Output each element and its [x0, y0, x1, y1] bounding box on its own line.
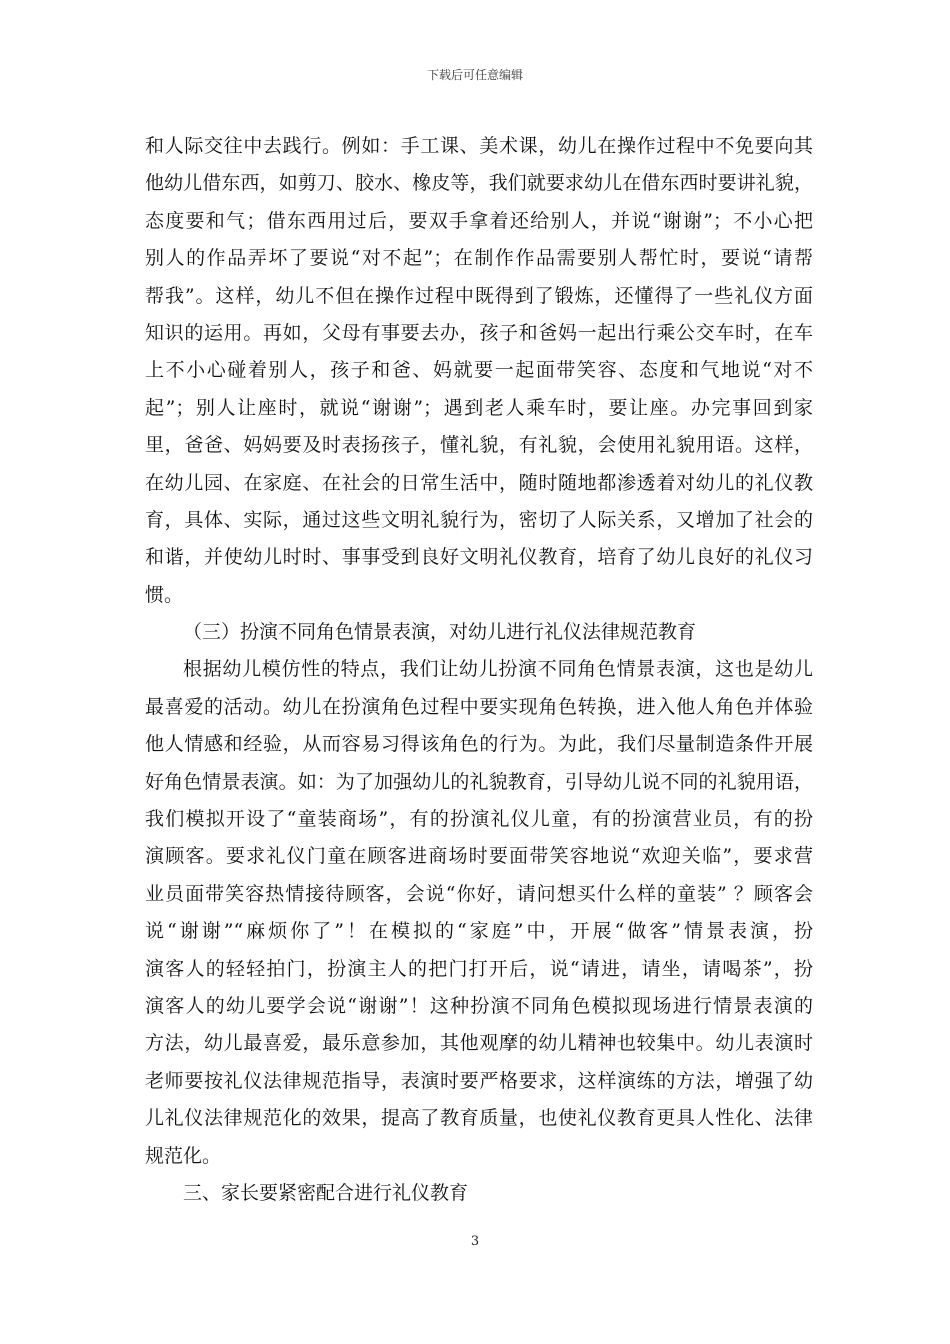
paragraph-line: 他幼儿借东西，如剪刀、胶水、橡皮等，我们就要求幼儿在借东西时要讲礼貌， — [145, 172, 813, 195]
paragraph-line: 最喜爱的活动。幼儿在扮演角色过程中要实现角色转换，进入他人角色并体验 — [145, 695, 813, 718]
paragraph-line: 帮我”。这样，幼儿不但在操作过程中既得到了锻炼，还懂得了一些礼仪方面 — [145, 284, 813, 307]
paragraph-line: 别人的作品弄坏了要说“对不起”；在制作作品需要别人帮忙时，要说“请帮 — [145, 247, 813, 270]
section-heading: 三、家长要紧密配合进行礼仪教育 — [183, 1181, 469, 1204]
paragraph-line: 知识的运用。再如，父母有事要去办，孩子和爸妈一起出行乘公交车时，在车 — [145, 321, 813, 344]
page-number: 3 — [470, 1234, 480, 1249]
paragraph-line: 里，爸爸、妈妈要及时表扬孩子，懂礼貌，有礼貌，会使用礼貌用语。这样， — [145, 434, 813, 457]
paragraph-line: 好角色情景表演。如：为了加强幼儿的礼貌教育，引导幼儿说不同的礼貌用语， — [145, 770, 813, 793]
paragraph-line: 儿礼仪法律规范化的效果，提高了教育质量，也使礼仪教育更具人性化、法律 — [145, 1107, 813, 1130]
page-header: 下载后可任意编辑 — [426, 68, 523, 82]
paragraph-line: 演客人的轻轻拍门，扮演主人的把门打开后，说“请进，请坐，请喝茶”，扮 — [145, 957, 813, 980]
paragraph-line: 在幼儿园、在家庭、在社会的日常生活中，随时随地都渗透着对幼儿的礼仪教 — [145, 471, 813, 494]
paragraph-line: 他人情感和经验，从而容易习得该角色的行为。为此，我们尽量制造条件开展 — [145, 733, 813, 756]
paragraph-line: 方法，幼儿最喜爱，最乐意参加，其他观摩的幼儿精神也较集中。幼儿表演时 — [145, 1032, 813, 1055]
paragraph-line: 态度要和气；借东西用过后，要双手拿着还给别人，并说“谢谢”；不小心把 — [145, 209, 813, 232]
paragraph-line: 老师要按礼仪法律规范指导，表演时要严格要求，这样演练的方法，增强了幼 — [145, 1069, 813, 1092]
paragraph-line: 和谐，并使幼儿时时、事事受到良好文明礼仪教育，培育了幼儿良好的礼仪习 — [145, 546, 813, 569]
document-body — [145, 128, 813, 1212]
paragraph-line: 上不小心碰着别人，孩子和爸、妈就要一起面带笑容、态度和气地说“对不 — [145, 359, 813, 382]
paragraph-line: 演客人的幼儿要学会说“谢谢”！这种扮演不同角色模拟现场进行情景表演的 — [145, 994, 813, 1017]
paragraph-line: 惯。 — [145, 583, 184, 606]
paragraph-line: 业员面带笑容热情接待顾客，会说“你好，请问想买什么样的童装” ？顾客会 — [145, 882, 813, 905]
paragraph-line: 我们模拟开设了“童装商场”，有的扮演礼仪儿童，有的扮演营业员，有的扮 — [145, 808, 813, 831]
paragraph-line: 和人际交往中去践行。例如：手工课、美术课，幼儿在操作过程中不免要向其 — [145, 135, 813, 157]
paragraph-line: 起”；别人让座时，就说“谢谢”；遇到老人乘车时，要让座。办完事回到家 — [145, 396, 813, 419]
paragraph-line: 根据幼儿模仿性的特点，我们让幼儿扮演不同角色情景表演，这也是幼儿 — [183, 658, 813, 681]
paragraph-line: 说“谢谢”“麻烦你了”！在模拟的“家庭”中，开展“做客”情景表演，扮 — [145, 920, 813, 943]
section-heading: （三）扮演不同角色情景表演，对幼儿进行礼仪法律规范教育 — [183, 621, 697, 644]
paragraph-line: 演顾客。要求礼仪门童在顾客进商场时要面带笑容地说“欢迎关临”，要求营 — [145, 845, 813, 868]
paragraph-line: 规范化。 — [145, 1144, 222, 1167]
paragraph-line: 育，具体、实际，通过这些文明礼貌行为，密切了人际关系，又增加了社会的 — [145, 508, 813, 531]
